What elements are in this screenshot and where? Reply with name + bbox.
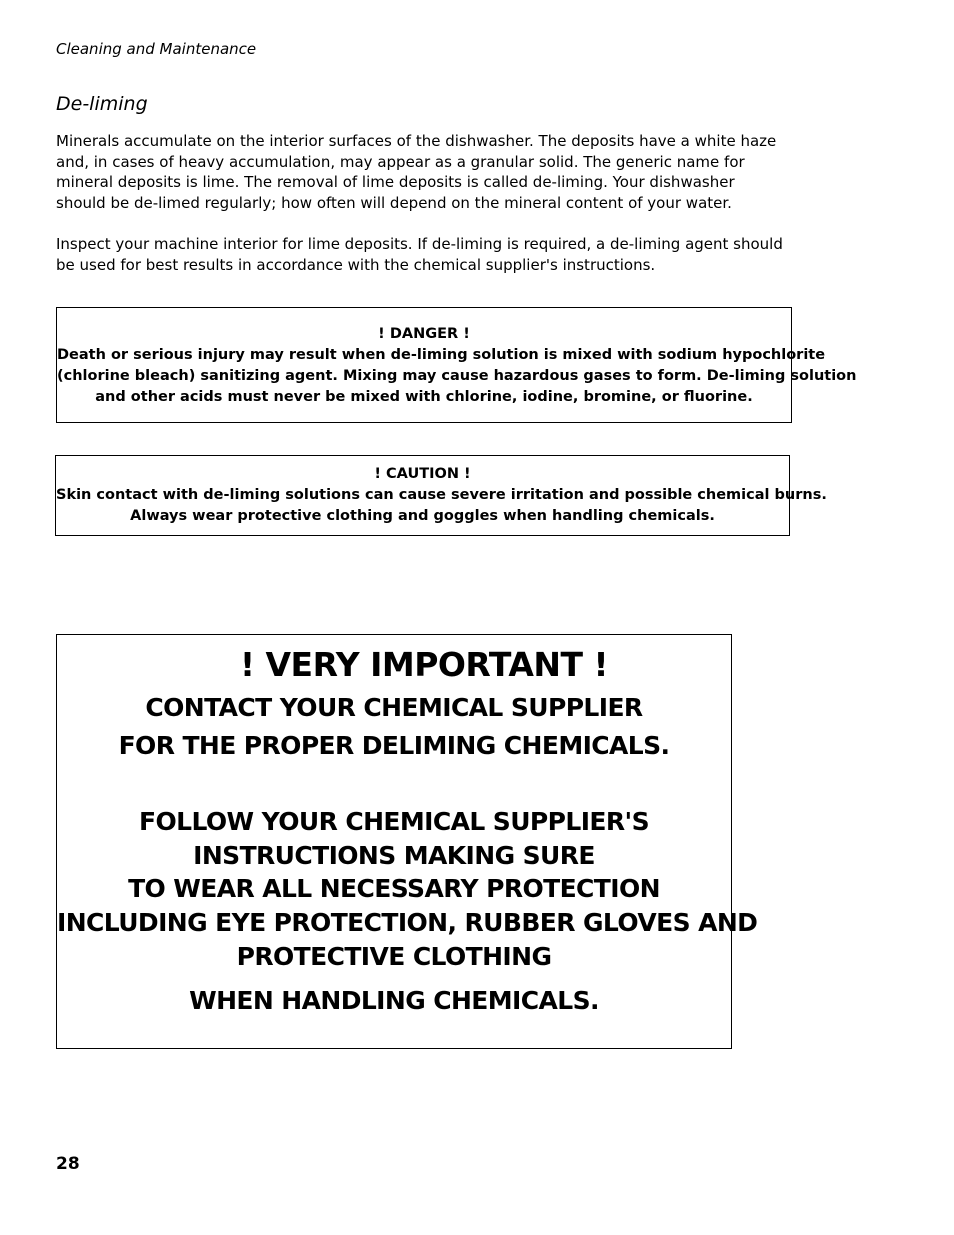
important-line: INCLUDING EYE PROTECTION, RUBBER GLOVES AND [57, 908, 758, 937]
important-line: PROTECTIVE CLOTHING [236, 942, 552, 971]
danger-notice [56, 307, 857, 423]
caution-heading: ! CAUTION ! [374, 466, 471, 482]
danger-line: Death or serious injury may result when de-liming solution is mixed with sodium hypochlorite [57, 347, 826, 363]
very-important-notice [56, 634, 758, 1049]
running-header: Cleaning and Maintenance [56, 40, 257, 58]
important-line: FOR THE PROPER DELIMING CHEMICALS. [118, 731, 670, 760]
danger-line: (chlorine bleach) sanitizing agent. Mixing may cause hazardous gases to form. De-liming solution [57, 368, 857, 384]
caution-notice [55, 455, 827, 536]
important-line: TO WEAR ALL NECESSARY PROTECTION [128, 874, 660, 903]
important-line: FOLLOW YOUR CHEMICAL SUPPLIER'S [139, 807, 649, 836]
danger-heading: ! DANGER ! [378, 326, 470, 342]
important-line: CONTACT YOUR CHEMICAL SUPPLIER [145, 693, 643, 722]
page-number: 28 [56, 1154, 80, 1174]
important-line: WHEN HANDLING CHEMICALS. [189, 986, 599, 1015]
important-line: INSTRUCTIONS MAKING SURE [193, 841, 595, 870]
section-title: De-liming [56, 93, 148, 115]
danger-line: and other acids must never be mixed with chlorine, iodine, bromine, or fluorine. [95, 389, 753, 405]
paragraph-minerals: Minerals accumulate on the interior surfaces of the dishwasher. The deposits have a white haze and, in cases of heavy accumulation, may appear as a granular solid. The generic name for mineral deposits is lime. The removal of lime deposits is called de-liming. Your dishwasher should be de-limed regularly; how often will depend on the mineral content of your water. [56, 132, 777, 212]
caution-line: Skin contact with de-liming solutions can cause severe irritation and possible chemical burns. [56, 487, 827, 503]
paragraph-inspect: Inspect your machine interior for lime deposits. If de-liming is required, a de-liming agent should be used for best results in accordance with the chemical supplier's instructions. [56, 235, 783, 274]
caution-line: Always wear protective clothing and goggles when handling chemicals. [130, 508, 715, 524]
very-important-heading: ! VERY IMPORTANT ! [239, 645, 609, 684]
